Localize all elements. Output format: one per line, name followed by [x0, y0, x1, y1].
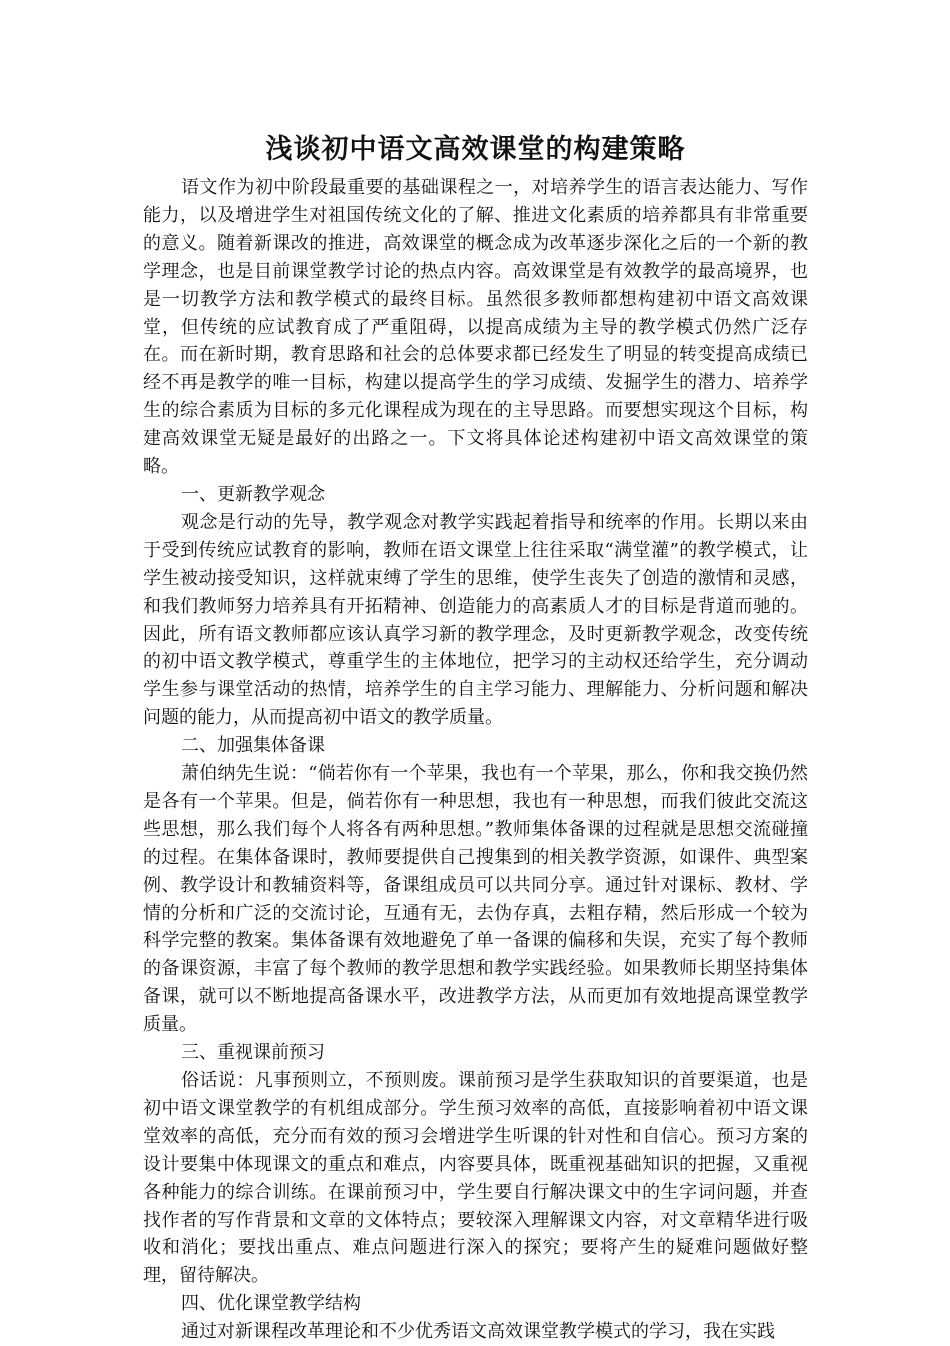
section-paragraph-1: 观念是行动的先导，教学观念对教学实践起着指导和统率的作用。长期以来由于受到传统应试教育的影响，教师在语文课堂上往往采取“满堂灌”的教学模式，让学生被动接受知识，这样就束缚了学生的思维，使学生丧失了创造的激情和灵感，和我们教师努力培养具有开拓精神、创造能力的高素质人才的目标是背道而驰的。因此，所有语文教师都应该认真学习新的教学理念，及时更新教学观念，改变传统的初中语文教学模式，尊重学生的主体地位，把学习的主动权还给学生，充分调动学生参与课堂活动的热情，培养学生的自主学习能力、理解能力、分析问题和解决问题的能力，从而提高初中语文的教学质量。: [143, 511, 808, 729]
section-paragraph-2: 萧伯纳先生说：“倘若你有一个苹果，我也有一个苹果，那么，你和我交换仍然是各有一个苹果。但是，倘若你有一种思想，我也有一种思想，而我们彼此交流这些思想，那么我们每个人将各有两种思想。”教师集体备课的过程就是思想交流碰撞的过程。在集体备课时，教师要提供自己搜集到的相关教学资源，如课件、典型案例、教学设计和教辅资料等，备课组成员可以共同分享。通过针对课标、教材、学情的分析和广泛的交流讨论，互通有无，去伪存真，去粗存精，然后形成一个较为科学完整的教案。集体备课有效地避免了单一备课的偏移和失误，充实了每个教师的备课资源，丰富了每个教师的教学思想和教学实践经验。如果教师长期坚持集体备课，就可以不断地提高备课水平，改进教学方法，从而更加有效地提高课堂教学质量。: [143, 763, 808, 1036]
section-paragraph-4: 通过对新课程改革理论和不少优秀语文高效课堂教学模式的学习，我在实践: [181, 1321, 775, 1343]
section-heading-2: 二、加强集体备课: [181, 735, 325, 757]
intro-paragraph: 语文作为初中阶段最重要的基础课程之一，对培养学生的语言表达能力、写作能力，以及增进学生对祖国传统文化的了解、推进文化素质的培养都具有非常重要的意义。随着新课改的推进，高效课堂的概念成为改革逐步深化之后的一个新的教学理念，也是目前课堂教学讨论的热点内容。高效课堂是有效教学的最高境界，也是一切教学方法和教学模式的最终目标。虽然很多教师都想构建初中语文高效课堂，但传统的应试教育成了严重阻碍，以提高成绩为主导的教学模式仍然广泛存在。而在新时期，教育思路和社会的总体要求都已经发生了明显的转变提高成绩已经不再是教学的唯一目标，构建以提高学生的学习成绩、发掘学生的潜力、培养学生的综合素质为目标的多元化课程成为现在的主导思路。而要想实现这个目标，构建高效课堂无疑是最好的出路之一。下文将具体论述构建初中语文高效课堂的策略。: [143, 177, 808, 478]
section-paragraph-3: 俗话说：凡事预则立，不预则废。课前预习是学生获取知识的首要渠道，也是初中语文课堂教学的有机组成部分。学生预习效率的高低，直接影响着初中语文课堂效率的高低，充分而有效的预习会增进学生听课的针对性和自信心。预习方案的设计要集中体现课文的重点和难点，内容要具体，既重视基础知识的把握，又重视各种能力的综合训练。在课前预习中，学生要自行解决课文中的生字词问题，并查找作者的写作背景和文章的文体特点；要较深入理解课文内容，对文章精华进行吸收和消化；要找出重点、难点问题进行深入的探究；要将产生的疑难问题做好整理，留待解决。: [143, 1070, 808, 1287]
section-heading-3: 三、重视课前预习: [181, 1042, 325, 1064]
section-heading-1: 一、更新教学观念: [181, 483, 325, 505]
section-heading-4: 四、优化课堂教学结构: [181, 1293, 361, 1315]
document-title: 浅谈初中语文高效课堂的构建策略: [265, 134, 686, 165]
document-body: [143, 128, 808, 1346]
